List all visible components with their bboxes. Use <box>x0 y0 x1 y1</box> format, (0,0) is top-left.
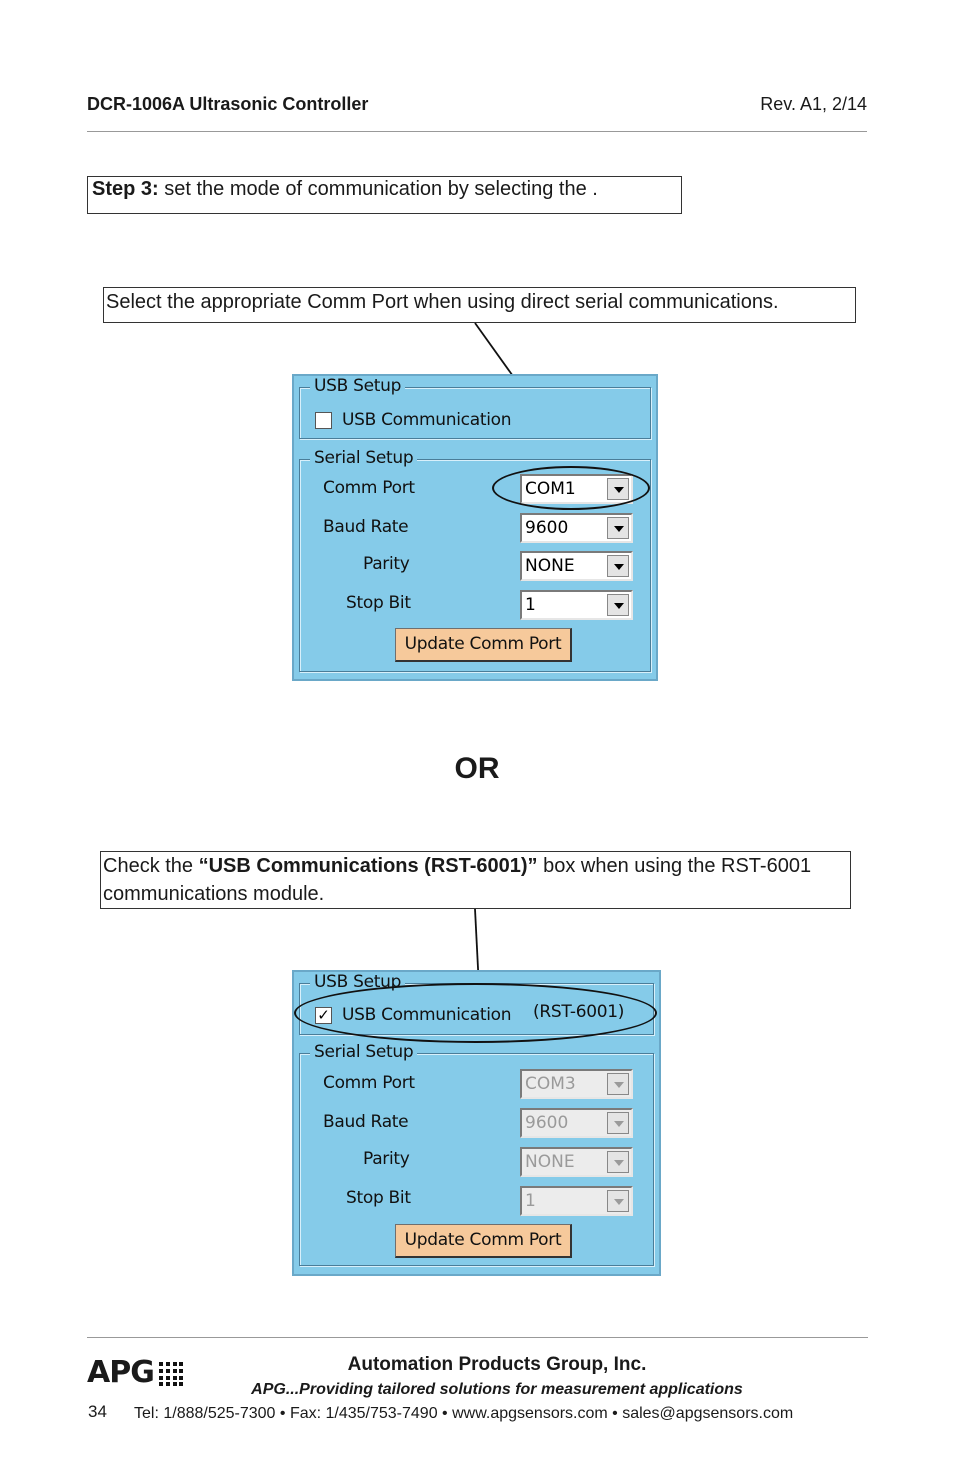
usb-setup-legend: USB Setup <box>310 972 405 992</box>
parity-select <box>520 1147 633 1177</box>
comm-port-select <box>520 1069 633 1099</box>
parity-select[interactable] <box>520 551 633 581</box>
parity-label: Parity <box>363 554 410 574</box>
apg-logo: APG <box>87 1355 154 1390</box>
baud-rate-label: Baud Rate <box>323 1112 409 1132</box>
chevron-down-icon <box>607 1112 629 1134</box>
usb-setup-group <box>299 376 651 439</box>
stop-bit-value: 1 <box>525 1191 536 1211</box>
usb-communication-label: USB Communication <box>342 410 512 430</box>
revision-label: Rev. A1, 2/14 <box>760 94 867 114</box>
document-title: DCR-1006A Ultrasonic Controller <box>87 94 369 114</box>
page-number: 34 <box>88 1402 107 1421</box>
comm-port-value: COM3 <box>525 1074 576 1094</box>
stop-bit-label: Stop Bit <box>346 1188 411 1208</box>
usb-communication-label: USB Communication <box>342 1005 512 1025</box>
step-text: set the mode of communication by selecting the . <box>158 178 598 200</box>
serial-callout: Select the appropriate Comm Port when using direct serial communications. <box>103 287 856 323</box>
parity-value: NONE <box>525 556 575 576</box>
company-name: Automation Products Group, Inc. <box>347 1354 647 1375</box>
usb-callout-suffix: box when using the RST-6001 communications module. <box>103 855 812 905</box>
baud-rate-value: 9600 <box>525 1113 569 1133</box>
serial-setup-legend: Serial Setup <box>310 1042 417 1062</box>
usb-callout-prefix: Check the <box>103 855 199 877</box>
usb-setup-legend: USB Setup <box>310 376 405 396</box>
usb-communication-checkbox[interactable] <box>315 412 332 429</box>
baud-rate-select[interactable] <box>520 513 633 543</box>
contact-info: Tel: 1/888/525-7300 • Fax: 1/435/753-7490 • www.apgsensors.com • sales@apgsensors.com <box>134 1405 794 1422</box>
comm-port-value: COM1 <box>525 479 576 499</box>
chevron-down-icon[interactable] <box>607 594 629 616</box>
parity-label: Parity <box>363 1149 410 1169</box>
serial-setup-group <box>299 1042 654 1266</box>
step-label: Step 3: <box>92 178 159 200</box>
update-comm-port-button[interactable]: Update Comm Port <box>395 628 572 662</box>
stop-bit-select[interactable] <box>520 590 633 620</box>
comm-setup-panel-serial <box>292 374 658 681</box>
stop-bit-select <box>520 1186 633 1216</box>
parity-value: NONE <box>525 1152 575 1172</box>
baud-rate-select <box>520 1108 633 1138</box>
chevron-down-icon <box>607 1151 629 1173</box>
chevron-down-icon <box>607 1190 629 1212</box>
company-tagline: APG...Providing tailored solutions for measurement applications <box>251 1381 743 1398</box>
rst-6001-note: (RST-6001) <box>533 1002 625 1022</box>
usb-checkbox-highlight-oval <box>294 983 657 1043</box>
update-comm-port-button[interactable]: Update Comm Port <box>395 1224 572 1258</box>
stop-bit-value: 1 <box>525 595 536 615</box>
usb-communication-checkbox[interactable]: ✓ <box>315 1007 332 1024</box>
comm-port-label: Comm Port <box>323 478 415 498</box>
baud-rate-value: 9600 <box>525 518 569 538</box>
comm-port-label: Comm Port <box>323 1073 415 1093</box>
footer-divider <box>87 1337 868 1338</box>
serial-setup-legend: Serial Setup <box>310 448 417 468</box>
usb-callout-bold: “USB Communications (RST-6001)” <box>198 855 538 877</box>
chevron-down-icon[interactable] <box>607 555 629 577</box>
stop-bit-label: Stop Bit <box>346 593 411 613</box>
chevron-down-icon[interactable] <box>607 517 629 539</box>
baud-rate-label: Baud Rate <box>323 517 409 537</box>
or-divider-text: OR <box>454 752 500 785</box>
comm-port-highlight-oval <box>492 466 650 510</box>
chevron-down-icon <box>607 1073 629 1095</box>
usb-callout <box>100 851 851 909</box>
